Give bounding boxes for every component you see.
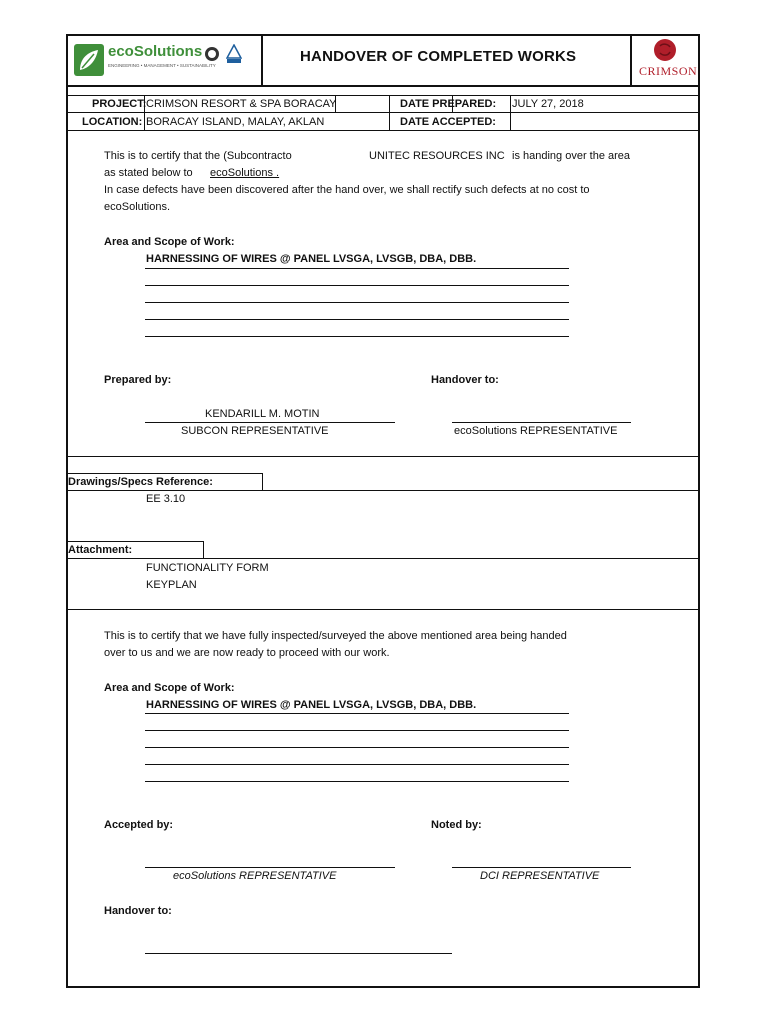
- drawings-value: EE 3.10: [146, 493, 186, 505]
- info-table-middle: [66, 112, 700, 113]
- info-table-top: [66, 95, 700, 96]
- location-label: LOCATION:: [82, 116, 143, 128]
- scope2-label: Area and Scope of Work:: [104, 682, 235, 694]
- info-table-bottom: [66, 130, 700, 131]
- reference-top-rule: [66, 456, 700, 457]
- attachment-item: KEYPLAN: [146, 579, 197, 591]
- header-bottom-rule: [66, 85, 700, 87]
- leaf-logo-icon: [74, 44, 104, 76]
- project-value: CRIMSON RESORT & SPA BORACAY: [146, 98, 337, 110]
- attachment-rule: [66, 558, 700, 559]
- scope1-line-2[interactable]: [145, 285, 569, 286]
- subcontractor-name: UNITEC RESOURCES INC: [369, 150, 505, 162]
- prepared-by-signature-line[interactable]: [145, 422, 395, 423]
- scope1-line-1[interactable]: [145, 268, 569, 269]
- crimson-logo-text: CRIMSON: [639, 64, 698, 78]
- scope1-line-5[interactable]: [145, 336, 569, 337]
- location-value: BORACAY ISLAND, MALAY, AKLAN: [146, 116, 325, 128]
- header-divider-left: [261, 34, 263, 86]
- project-label: PROJECT:: [92, 98, 147, 110]
- handover2-label: Handover to:: [104, 905, 172, 917]
- cert1-line4: ecoSolutions.: [104, 201, 171, 213]
- prepared-by-role: SUBCON REPRESENTATIVE: [181, 425, 329, 437]
- accepted-by-label: Accepted by:: [104, 819, 174, 831]
- cert2-line2: over to us and we are now ready to proceed with our work.: [104, 647, 390, 659]
- handover-to-signature-line[interactable]: [452, 422, 631, 423]
- scope2-line-1[interactable]: [145, 713, 569, 714]
- ecosolutions-tagline: ENGINEERING • MANAGEMENT • SUSTAINABILITY: [108, 63, 216, 68]
- drawings-rule: [66, 490, 700, 491]
- accepted-by-role: ecoSolutions REPRESENTATIVE: [173, 870, 337, 882]
- prepared-by-label: Prepared by:: [104, 374, 172, 386]
- noted-by-role: DCI REPRESENTATIVE: [480, 870, 600, 882]
- scope2-line-3[interactable]: [145, 747, 569, 748]
- prepared-by-name: KENDARILL M. MOTIN: [205, 408, 320, 420]
- scope1-value: HARNESSING OF WIRES @ PANEL LVSGA, LVSGB, DBA, DBB.: [146, 253, 477, 265]
- accepted-by-signature-line[interactable]: [145, 867, 395, 868]
- cert1-line1-a: This is to certify that the (Subcontracto: [104, 150, 292, 162]
- certification-seal-icon: [204, 46, 220, 62]
- ecosolutions-logo: [72, 40, 258, 80]
- info-col-divider-3: [389, 95, 390, 130]
- date-accepted-label: DATE ACCEPTED:: [400, 116, 496, 128]
- cert1-line2-a: as stated below to: [104, 167, 193, 179]
- cert2-line1: This is to certify that we have fully inspected/surveyed the above mentioned area being handed: [104, 630, 567, 642]
- cert1-line1-c: is handing over the area: [512, 150, 631, 162]
- attachment-label: Attachment:: [68, 544, 133, 556]
- date-prepared-value: JULY 27, 2018: [512, 98, 584, 110]
- noted-by-signature-line[interactable]: [452, 867, 631, 868]
- scope1-line-3[interactable]: [145, 302, 569, 303]
- certification-badge-icon: [226, 44, 242, 64]
- drawings-label: Drawings/Specs Reference:: [68, 476, 213, 488]
- page-title: HANDOVER OF COMPLETED WORKS: [300, 48, 577, 65]
- info-col-divider-5: [510, 95, 511, 130]
- header-divider-right: [630, 34, 632, 86]
- crimson-seal-icon: [653, 38, 677, 62]
- scope1-label: Area and Scope of Work:: [104, 236, 235, 248]
- attachment-item: FUNCTIONALITY FORM: [146, 562, 269, 574]
- handover-to-role: ecoSolutions REPRESENTATIVE: [454, 425, 618, 437]
- ecosolutions-logo-text: ecoSolutions: [108, 43, 203, 60]
- scope2-line-5[interactable]: [145, 781, 569, 782]
- scope2-line-2[interactable]: [145, 730, 569, 731]
- scope1-line-4[interactable]: [145, 319, 569, 320]
- scope2-line-4[interactable]: [145, 764, 569, 765]
- cert1-line3: In case defects have been discovered after the hand over, we shall rectify such defects at no cost to: [104, 184, 590, 196]
- cert1-recipient: ecoSolutions .: [210, 167, 280, 179]
- date-prepared-label: DATE PREPARED:: [400, 98, 497, 110]
- crimson-logo: [634, 38, 696, 82]
- noted-by-label: Noted by:: [431, 819, 482, 831]
- scope2-value: HARNESSING OF WIRES @ PANEL LVSGA, LVSGB, DBA, DBB.: [146, 699, 477, 711]
- handover2-signature-line[interactable]: [145, 953, 452, 954]
- reference-bottom-rule: [66, 609, 700, 610]
- handover-to-label: Handover to:: [431, 374, 499, 386]
